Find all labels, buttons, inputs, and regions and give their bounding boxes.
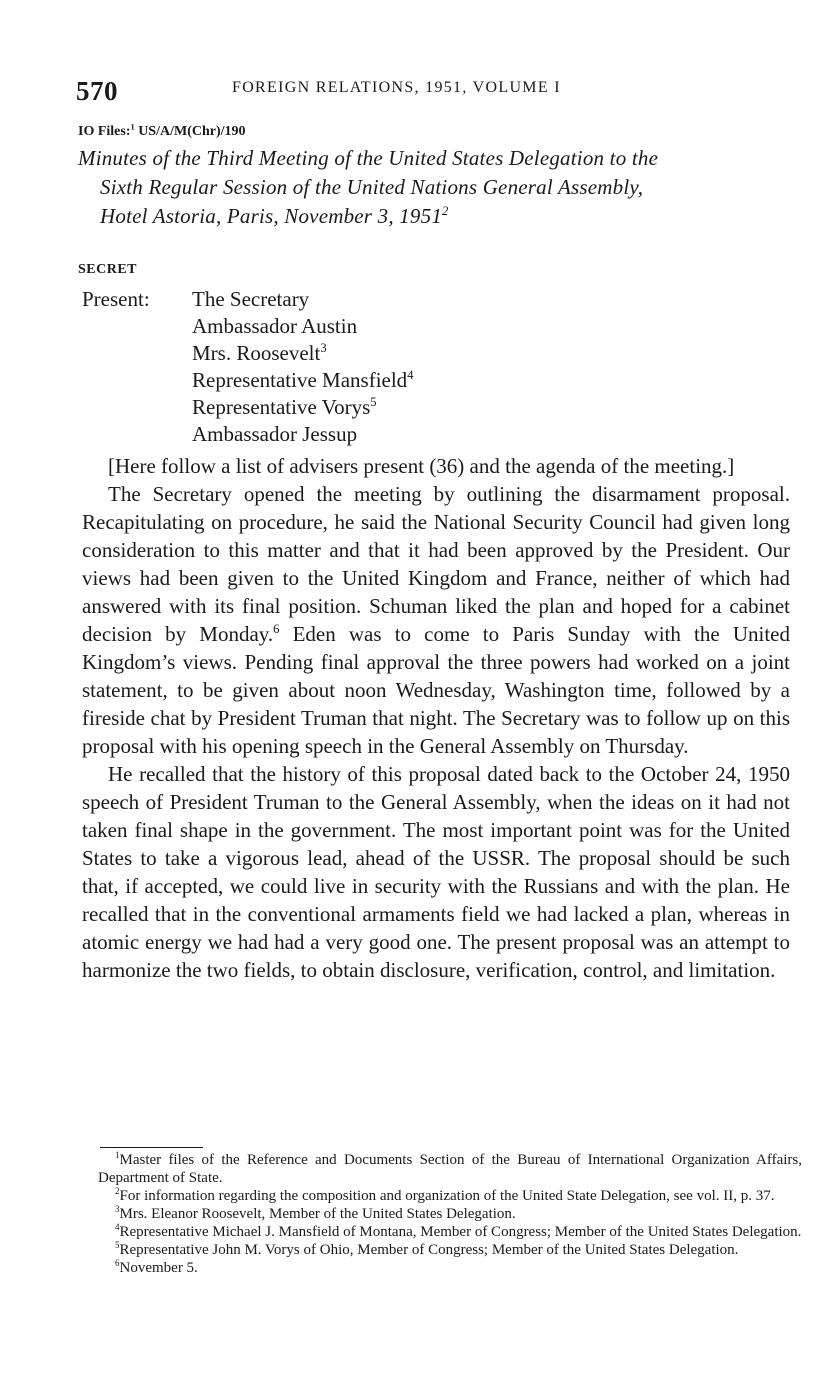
footnote-number: 2 (115, 1186, 120, 1196)
attendee (192, 421, 413, 448)
footnote-marker: 4 (407, 368, 414, 382)
present-list (192, 286, 413, 448)
footnote-number: 6 (115, 1258, 120, 1268)
paragraph-editorial-note: [Here follow a list of advisers present (36) and the agenda of the meeting.] (108, 454, 735, 478)
footnote (98, 1223, 802, 1241)
page-header (76, 76, 776, 110)
present-label: Present: (82, 287, 150, 311)
footnote-number: 3 (115, 1204, 120, 1214)
file-reference-label: IO Files: (78, 124, 131, 139)
footnote-marker: 6 (273, 622, 280, 636)
footnote-marker: 3 (320, 341, 327, 355)
attendee-name: The Secretary (192, 287, 310, 311)
attendee (192, 394, 413, 421)
document-title (78, 144, 794, 231)
title-line-text: Hotel Astoria, Paris, November 3, 1951 (100, 204, 443, 228)
footnote-text: Mrs. Eleanor Roosevelt, Member of the United States Delegation. (119, 1206, 516, 1222)
attendee (192, 286, 413, 313)
classification-label: SECRET (78, 262, 138, 277)
footnote (98, 1205, 802, 1223)
footnote-text: For information regarding the composition and organization of the United State Delegation, see vol. II, p. 37. (119, 1188, 775, 1204)
attendee-name: Representative Vorys (192, 395, 371, 419)
paragraph-text: The Secretary opened the meeting by outlining the disarmament proposal. Recapitulating on procedure, he said the National Security Council had given long consideration to this matter and that it had been approved by the President. Our views had been given to the United Kingdom and France, neither of which had answered with its final position. Schuman liked the plan and hoped for a cabinet decision by Monday. (82, 482, 790, 646)
paragraph-text: Eden was to come to Paris Sunday with the United Kingdom’s views. Pending final approval the three powers had worked on a joint statement, to be given about noon Wednesday, Washington time, followed by a fireside chat by President Truman that night. The Secretary was to follow up on this proposal with his opening speech in the General Assembly on Thursday. (82, 622, 790, 758)
footnote-number: 5 (115, 1240, 120, 1250)
paragraph: He recalled that the history of this proposal dated back to the October 24, 1950 speech of President Truman to the General Assembly, when the ideas on it had not taken final shape in the government. The most important point was for the United States to take a vigorous lead, ahead of the USSR. The proposal should be such that, if accepted, we could live in security with the Russians and with the plan. He recalled that in the conventional armaments field we had lacked a plan, whereas in atomic energy we had had a very good one. The present proposal was an attempt to harmonize the two fields, to obtain disclosure, verification, control, and limitation. (82, 762, 790, 982)
attendee-name: Ambassador Jessup (192, 422, 358, 446)
footnote-text: Representative Michael J. Mansfield of Montana, Member of Congress; Member of the United States Delegation. (119, 1224, 802, 1240)
title-line (78, 202, 794, 231)
footnote-number: 1 (115, 1150, 120, 1160)
footnote (98, 1259, 802, 1277)
paragraph (82, 480, 790, 760)
attendee (192, 367, 413, 394)
footnote-text: November 5. (119, 1260, 198, 1276)
title-line: Minutes of the Third Meeting of the United States Delegation to the (78, 146, 659, 170)
page-number: 570 (76, 76, 118, 106)
footnote-divider (100, 1147, 203, 1148)
attendee (192, 340, 413, 367)
file-reference (78, 124, 246, 140)
footnote (98, 1241, 802, 1259)
attendee (192, 313, 413, 340)
footnote-text: Representative John M. Vorys of Ohio, Member of Congress; Member of the United States Delegation. (119, 1242, 739, 1258)
footnote (98, 1151, 802, 1187)
footnote-marker: 1 (130, 122, 135, 132)
body-text (82, 452, 790, 984)
title-line: Sixth Regular Session of the United Nations General Assembly, (100, 175, 644, 199)
footnotes (98, 1151, 802, 1277)
file-reference-code: US/A/M(Chr)/190 (138, 124, 246, 139)
footnote (98, 1187, 802, 1205)
running-head: FOREIGN RELATIONS, 1951, VOLUME I (232, 79, 561, 96)
attendee-name: Mrs. Roosevelt (192, 341, 321, 365)
footnote-marker: 2 (442, 204, 449, 218)
attendee-name: Ambassador Austin (192, 314, 358, 338)
footnote-number: 4 (115, 1222, 120, 1232)
footnote-text: Master files of the Reference and Documents Section of the Bureau of International Organization Affairs, Department of State. (98, 1152, 802, 1186)
footnote-marker: 5 (370, 395, 377, 409)
attendee-name: Representative Mansfield (192, 368, 408, 392)
